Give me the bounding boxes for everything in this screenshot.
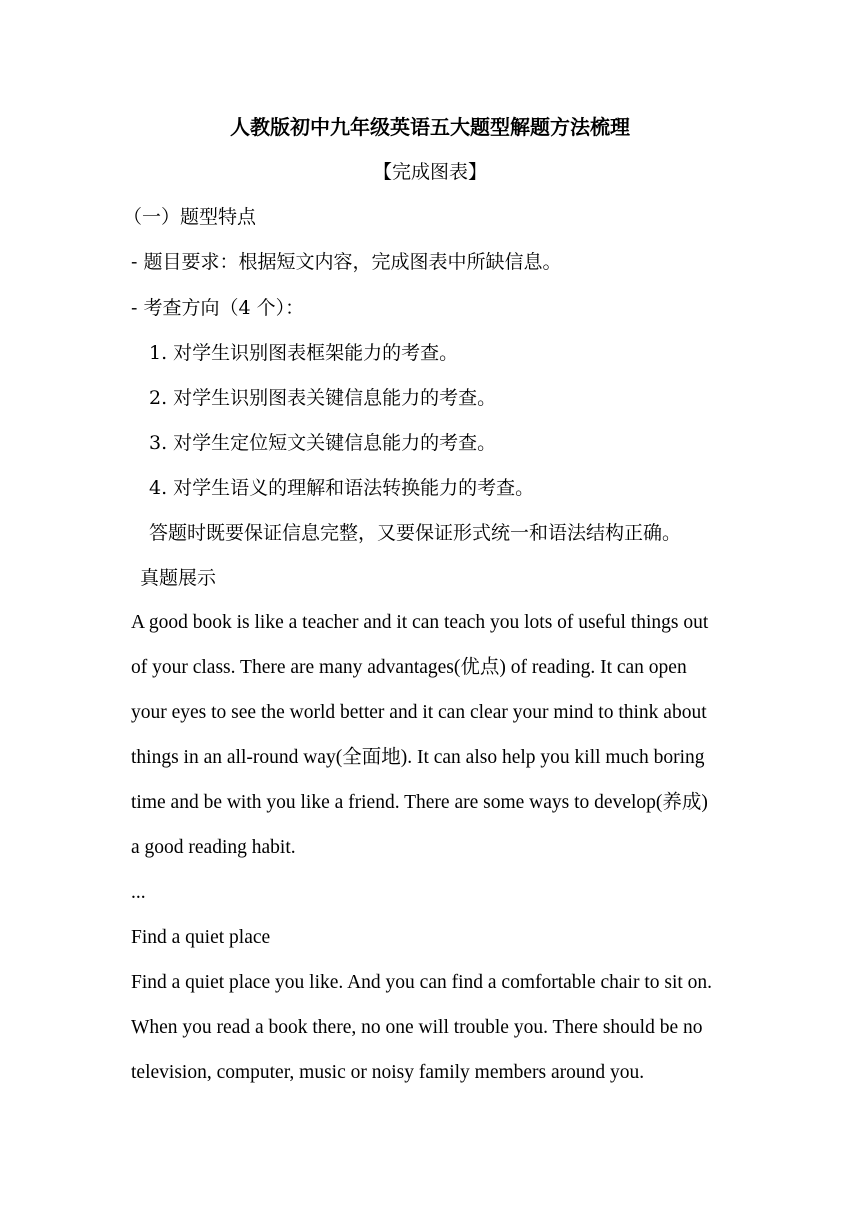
direction-item: 3. 对学生定位短文关键信息能力的考查。 <box>149 432 497 454</box>
passage-line: When you read a book there, no one will trouble you. There should be no <box>131 1017 703 1038</box>
example-heading: 真题展示 <box>140 567 217 589</box>
passage-line: Find a quiet place you like. And you can find a comfortable chair to sit on. <box>131 972 713 993</box>
direction-item: 4. 对学生语义的理解和语法转换能力的考查。 <box>149 477 535 499</box>
section-heading: （一）题型特点 <box>123 206 257 228</box>
passage-subheading: Find a quiet place <box>131 927 271 948</box>
requirement-bullet: - 题目要求：根据短文内容，完成图表中所缺信息。 <box>131 251 562 273</box>
document-subtitle: 【完成图表】 <box>372 161 487 183</box>
direction-item: 1. 对学生识别图表框架能力的考查。 <box>149 342 459 364</box>
passage-line: television, computer, music or noisy family members around you. <box>131 1062 645 1083</box>
direction-item: 2. 对学生识别图表关键信息能力的考查。 <box>149 387 497 409</box>
summary-text: 答题时既要保证信息完整，又要保证形式统一和语法结构正确。 <box>149 522 682 544</box>
passage-line: of your class. There are many advantages(优点) of reading. It can open <box>131 657 687 678</box>
directions-bullet: - 考查方向（4 个）： <box>131 297 305 319</box>
ellipsis-line: ... <box>131 882 146 903</box>
passage-line: time and be with you like a friend. There are some ways to develop(养成) <box>131 792 708 813</box>
passage-line: A good book is like a teacher and it can teach you lots of useful things out <box>131 612 709 633</box>
passage-line: a good reading habit. <box>131 837 296 858</box>
passage-line: things in an all-round way(全面地). It can also help you kill much boring <box>131 747 705 768</box>
document-title: 人教版初中九年级英语五大题型解题方法梳理 <box>230 115 630 139</box>
passage-line: your eyes to see the world better and it can clear your mind to think about <box>131 702 707 723</box>
